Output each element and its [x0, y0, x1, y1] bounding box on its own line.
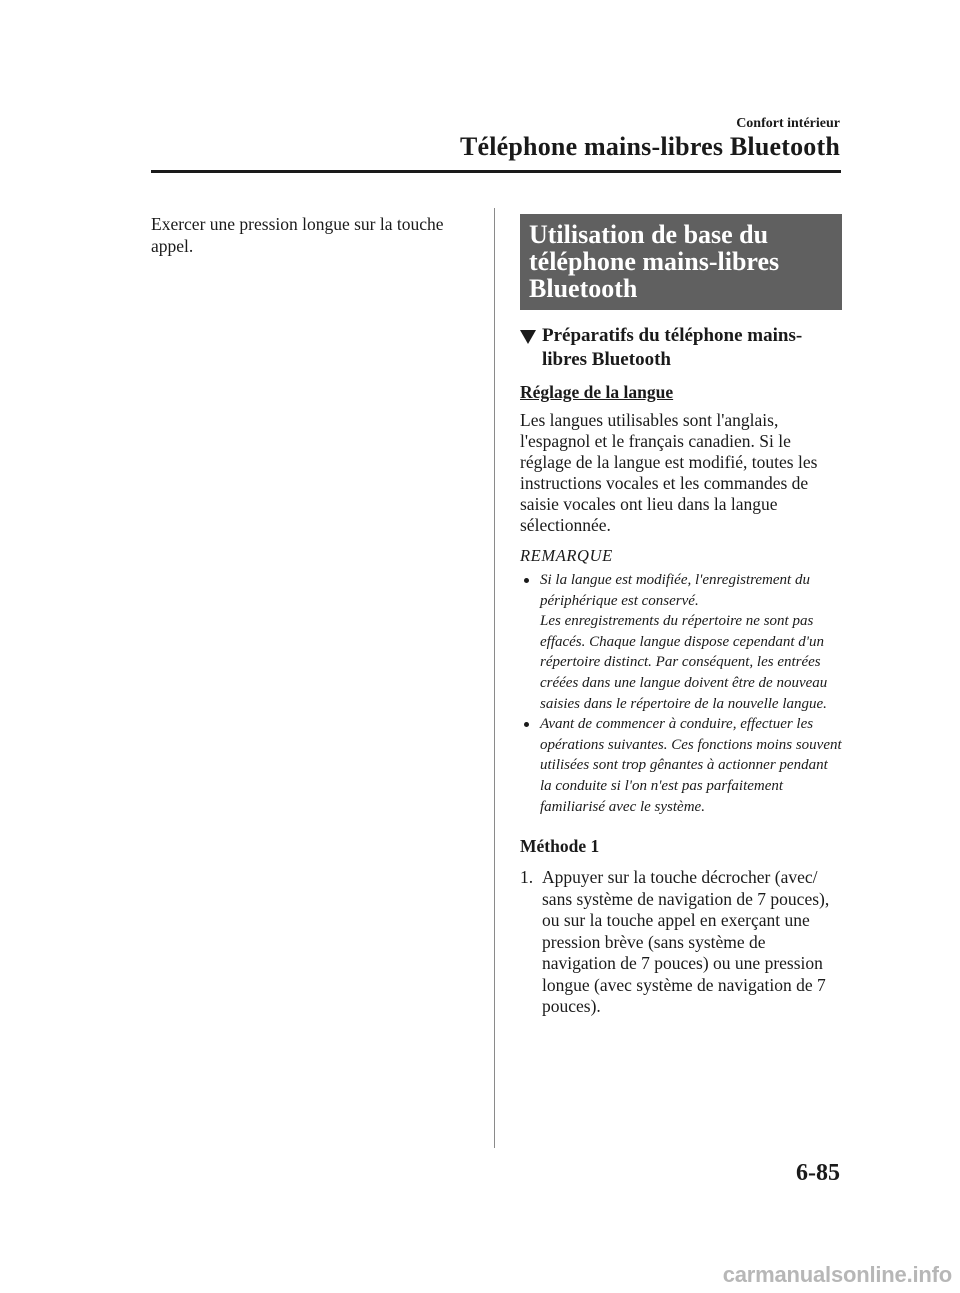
note-item — [520, 714, 842, 817]
left-column-paragraph: Exercer une pression longue sur la touche appel. — [151, 214, 444, 256]
right-column — [520, 214, 842, 1018]
step-text: Appuyer sur la touche décrocher (avec/ sans système de navigation de 7 pouces), ou sur la touche appel en exerçant une pression brève (sans système de navigation de 7 pouces) ou une pression longue (avec système de navigation de 7 pouces). — [542, 867, 830, 1017]
column-divider — [494, 208, 495, 1148]
watermark: carmanualsonline.info — [722, 1262, 952, 1287]
section-title: Utilisation de base du téléphone mains-libres Bluetooth — [520, 214, 842, 310]
note-text: Si la langue est modifiée, l'enregistrement du périphérique est conservé. — [540, 572, 810, 609]
page-number: 6-85 — [796, 1160, 840, 1186]
note-list — [520, 570, 842, 817]
bullet-icon — [524, 578, 529, 583]
bullet-icon — [524, 722, 529, 727]
underline-heading: Réglage de la langue — [520, 382, 674, 402]
note-text: Avant de commencer à conduire, effectuer les opérations suivantes. Ces fonctions moins souvent utilisées sont trop gênantes à actionner pendant la conduite si l'on n'est pas parfaitement familiarisé avec le système. — [540, 716, 842, 815]
page-title: Téléphone mains-libres Bluetooth — [459, 132, 840, 161]
step-item — [520, 867, 842, 1018]
subheading-text: Préparatifs du téléphone mains-libres Bluetooth — [542, 325, 803, 370]
header-divider — [151, 170, 841, 173]
note-heading: REMARQUE — [520, 546, 613, 565]
method-heading: Méthode 1 — [520, 836, 600, 857]
header-section-label: Confort intérieur — [736, 116, 840, 131]
step-number: 1. — [520, 867, 534, 888]
triangle-down-icon — [520, 330, 536, 344]
body-paragraph: Les langues utilisables sont l'anglais, l'espagnol et le français canadien. Si le réglage de la langue est modifié, toutes les instructions vocales et les commandes de saisie vocales ont lieu dans la langue sélectionnée. — [520, 410, 818, 535]
subheading — [520, 324, 842, 372]
left-column — [151, 213, 481, 257]
note-item-continuation — [520, 611, 842, 714]
note-text: Les enregistrements du répertoire ne sont pas effacés. Chaque langue dispose cependant d'un répertoire distinct. Par conséquent, les entrées créées dans une langue doivent être de nouveau saisies dans le répertoire de la nouvelle langue. — [540, 613, 828, 712]
note-item — [520, 570, 842, 611]
